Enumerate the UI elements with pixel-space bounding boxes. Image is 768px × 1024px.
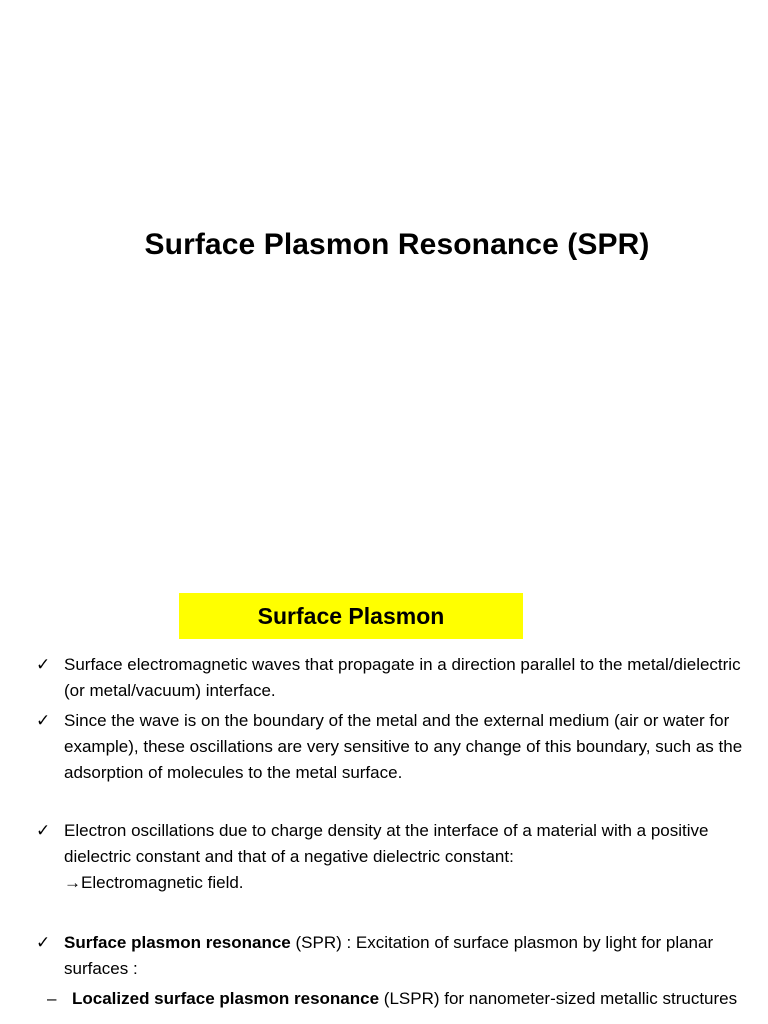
- slide-title: Surface Plasmon Resonance (SPR): [144, 228, 650, 261]
- dash-marker: –: [47, 989, 57, 1008]
- bullet-item: [36, 818, 748, 896]
- bullet-text: Surface electromagnetic waves that propagate in a direction parallel to the metal/dielectric (or metal/vacuum) interface.: [64, 655, 741, 700]
- bullet-bold-term: Surface plasmon resonance: [64, 933, 291, 952]
- bullet-item: [36, 930, 748, 982]
- content-slide: [0, 576, 768, 1024]
- bullet-text-block: [64, 818, 748, 896]
- sub-bullet-text-block: [72, 986, 747, 1012]
- sub-bullet-text: (LSPR) for nanometer-sized metallic structures: [379, 989, 738, 1008]
- arrow-icon: →: [64, 873, 81, 892]
- bullet-item: [36, 652, 748, 704]
- section-heading: Surface Plasmon: [179, 593, 523, 639]
- checkmark-icon: ✓: [36, 655, 51, 675]
- sub-bullet-item: [47, 986, 747, 1012]
- bullet-arrow-text: Electromagnetic field.: [81, 873, 244, 892]
- bullet-text-block: [64, 930, 748, 982]
- checkmark-icon: ✓: [36, 711, 51, 731]
- checkmark-icon: ✓: [36, 933, 51, 953]
- bullet-text: Electron oscillations due to charge density at the interface of a material with a positive dielectric constant and that of a negative dielectric constant:: [64, 821, 709, 866]
- checkmark-icon: ✓: [36, 821, 51, 841]
- bullet-item: [36, 708, 748, 786]
- bullet-text: Since the wave is on the boundary of the metal and the external medium (air or water for example), these oscillations are very sensitive to any change of this boundary, such as the adsorption of molecules to the metal surface.: [64, 711, 743, 782]
- sub-bullet-bold-term: Localized surface plasmon resonance: [72, 989, 380, 1008]
- bullet-text: (SPR) : Excitation of surface plasmon by light for planar surfaces :: [64, 933, 714, 978]
